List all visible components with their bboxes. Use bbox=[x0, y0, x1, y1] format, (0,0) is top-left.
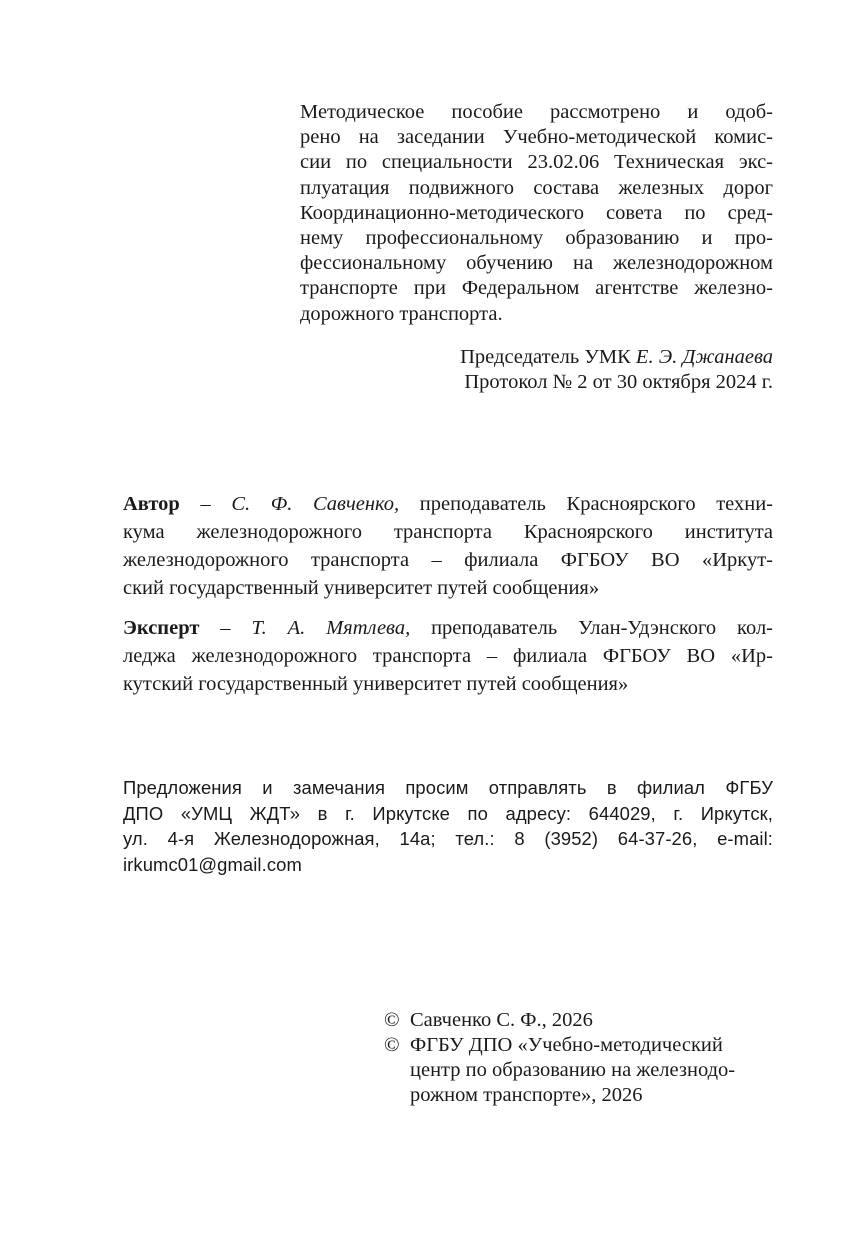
author-desc-start: преподаватель Красноярского техни- bbox=[399, 493, 774, 515]
approval-line: дорожного транспорта. bbox=[300, 302, 503, 325]
protocol-line: Протокол № 2 от 30 октября 2024 г. bbox=[464, 371, 773, 394]
copyright-publisher-line: ФГБУ ДПО «Учебно-методический bbox=[410, 1034, 723, 1056]
credits bbox=[123, 490, 773, 698]
expert-block bbox=[123, 614, 773, 698]
approval-line: транспорте при Федеральном агентстве железно- bbox=[300, 277, 773, 300]
approval-line: плуатация подвижного состава железных дорог bbox=[300, 176, 773, 199]
approval-text bbox=[300, 100, 773, 327]
copyright-publisher-line: рожном транспорте», 2026 bbox=[410, 1084, 643, 1106]
author-block bbox=[123, 490, 773, 602]
expert-line bbox=[123, 614, 773, 642]
approval-signoff bbox=[300, 345, 773, 395]
approval-note bbox=[300, 100, 773, 395]
copyright bbox=[384, 1008, 774, 1108]
chair-label: Председатель УМК bbox=[460, 345, 631, 368]
approval-line: сии по специальности 23.02.06 Техническая экс- bbox=[300, 151, 773, 174]
expert-dash: – bbox=[199, 617, 252, 639]
expert-label: Эксперт bbox=[123, 617, 200, 639]
copyright-author: Савченко С. Ф., 2026 bbox=[410, 1009, 593, 1031]
expert-desc-start: преподаватель Улан-Удэнского кол- bbox=[410, 617, 773, 639]
expert-name: Т. А. Мятлева, bbox=[251, 617, 411, 639]
contact-email: irkumc01@gmail.com bbox=[123, 853, 302, 875]
expert-line: кутский государственный университет путей сообщения» bbox=[123, 673, 629, 695]
approval-line: нему профессиональному образованию и про- bbox=[300, 227, 773, 250]
contact-line: Предложения и замечания просим отправлять в филиал ФГБУ bbox=[123, 777, 773, 798]
expert-line: леджа железнодорожного транспорта – филиала ФГБОУ ВО «Ир- bbox=[123, 645, 773, 667]
contact-line: ДПО «УМЦ ЖДТ» в г. Иркутске по адресу: 644029, г. Иркутск, bbox=[123, 802, 773, 824]
copyright-publisher-line: центр по образованию на железнодо- bbox=[410, 1059, 736, 1081]
approval-line: фессиональному обучению на железнодорожном bbox=[300, 252, 773, 275]
approval-line: Методическое пособие рассмотрено и одоб- bbox=[300, 101, 773, 123]
author-dash: – bbox=[179, 493, 232, 515]
author-line: кума железнодорожного транспорта Красноярского института bbox=[123, 521, 773, 543]
copyright-entry bbox=[384, 1008, 774, 1033]
copyright-entry bbox=[384, 1033, 774, 1108]
copyright-symbol: © bbox=[384, 1034, 400, 1056]
author-line: железнодорожного транспорта – филиала ФГБОУ ВО «Иркут- bbox=[123, 549, 773, 571]
contact-info bbox=[123, 775, 773, 877]
contact-line: ул. 4-я Железнодорожная, 14а; тел.: 8 (3952) 64-37-26, e-mail: bbox=[123, 828, 773, 849]
author-name: С. Ф. Савченко, bbox=[231, 493, 400, 515]
copyright-symbol: © bbox=[384, 1009, 400, 1031]
copyright-publisher bbox=[410, 1033, 774, 1108]
author-line: ский государственный университет путей сообщения» bbox=[123, 577, 600, 599]
approval-line: Координационно-методического совета по сред- bbox=[300, 201, 773, 224]
approval-line: рено на заседании Учебно-методической комис- bbox=[300, 126, 773, 149]
chair-name: Е. Э. Джанаева bbox=[635, 345, 773, 368]
author-label: Автор bbox=[123, 493, 180, 515]
chair-line bbox=[300, 345, 773, 370]
author-line bbox=[123, 490, 773, 518]
